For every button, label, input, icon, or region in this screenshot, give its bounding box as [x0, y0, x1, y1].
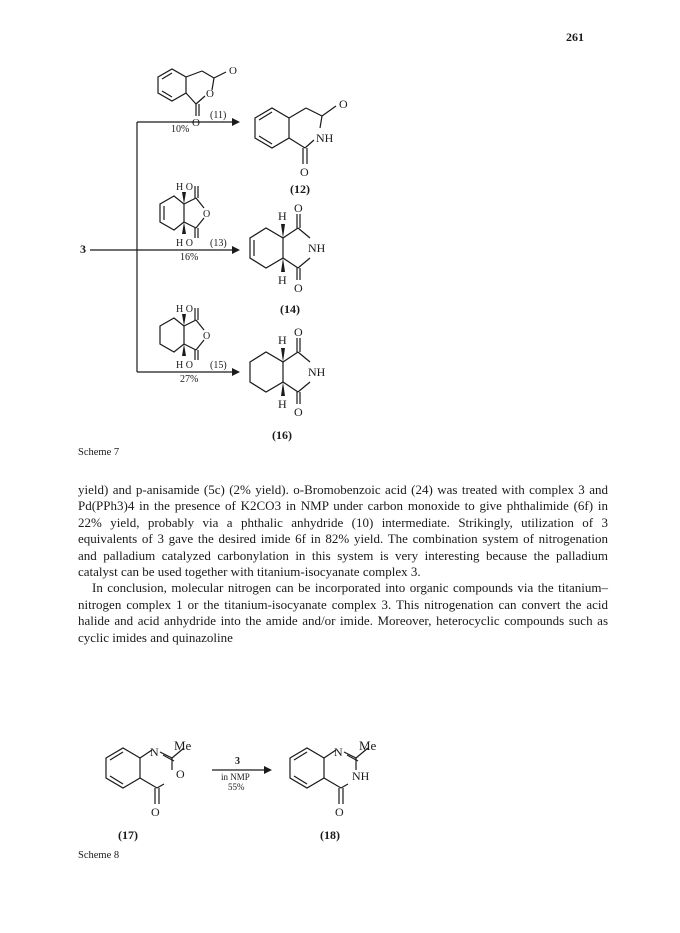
substrate-label: (13) [210, 238, 227, 249]
atom-label: O [176, 767, 185, 781]
atom-label: O [294, 281, 303, 295]
atom-label: O [203, 209, 211, 220]
compound-17-structure [106, 748, 184, 804]
conditions-label: in NMP [221, 772, 250, 782]
compound-label: (12) [290, 182, 310, 196]
starting-complex-label: 3 [80, 242, 86, 256]
yield-label: 10% [171, 124, 190, 135]
compound-label: (14) [280, 302, 300, 316]
atom-label: O [192, 117, 200, 129]
atom-label: H O [176, 360, 193, 371]
scheme-caption: Scheme 7 [78, 447, 120, 458]
scheme-8-figure [0, 730, 680, 870]
atom-label: N [334, 745, 343, 759]
paragraph: yield) and p-anisamide (5c) (2% yield). o-Bromobenzoic acid (24) was treated with complex 3 and Pd(PPh3)4 in the presence of K2CO3 in NMP under carbon monoxide to give phthalimide (6f) in 22% yield, probably via a phthalic anhydride (10) intermediate. Strikingly, utilization of 3 equivalents of 3 gave the desired imide 6f in 82% yield. The combination system of nitrogenation and palladium catalyzed carbonylation in this system is very interesting because the palladium catalyst can be used together with titanium-isocyanate complex 3. [78, 482, 608, 580]
atom-label: O [300, 165, 309, 179]
atom-label: N [150, 745, 159, 759]
atom-label: H [278, 397, 287, 411]
compound-16-structure [250, 338, 310, 404]
compound-11-structure [158, 69, 226, 116]
compound-13-structure [160, 186, 204, 238]
yield-label: 16% [180, 252, 199, 263]
atom-label: O [151, 805, 160, 819]
compound-14-structure [250, 214, 310, 280]
atom-label: O [294, 325, 303, 339]
page-number: 261 [566, 30, 584, 44]
atom-label: H O [176, 304, 193, 315]
compound-label: (16) [272, 428, 292, 442]
substituent-label: Me [174, 738, 192, 753]
atom-label: O [206, 88, 214, 100]
atom-label: O [339, 97, 348, 111]
reagent-label: 3 [235, 756, 240, 767]
atom-label: NH [316, 131, 334, 145]
substituent-label: Me [359, 738, 377, 753]
substrate-label: (11) [210, 110, 227, 121]
atom-label: H O [176, 238, 193, 249]
atom-label: O [335, 805, 344, 819]
atom-label: H [278, 209, 287, 223]
atom-label: O [229, 65, 237, 77]
atom-label: O [294, 405, 303, 419]
atom-label: NH [308, 365, 326, 379]
yield-label: 27% [180, 374, 199, 385]
scheme-caption: Scheme 8 [78, 850, 120, 861]
atom-label: H [278, 273, 287, 287]
atom-label: O [203, 331, 211, 342]
body-text [78, 482, 608, 646]
atom-label: H [278, 333, 287, 347]
atom-label: O [294, 201, 303, 215]
atom-label: NH [352, 769, 370, 783]
compound-label: (18) [320, 828, 340, 842]
compound-15-structure [160, 308, 204, 360]
compound-label: (17) [118, 828, 138, 842]
atom-label: H O [176, 182, 193, 193]
yield-label: 55% [228, 782, 245, 792]
atom-label: NH [308, 241, 326, 255]
substrate-label: (15) [210, 360, 227, 371]
paragraph: In conclusion, molecular nitrogen can be incorporated into organic compounds via the titanium–nitrogen complex 1 or the titanium-isocyanate complex 3. This nitrogenation can convert the acid halide and acid anhydride into the amide and/or imide. Moreover, heterocyclic compounds such as cyclic imides and quinazoline [78, 580, 608, 645]
